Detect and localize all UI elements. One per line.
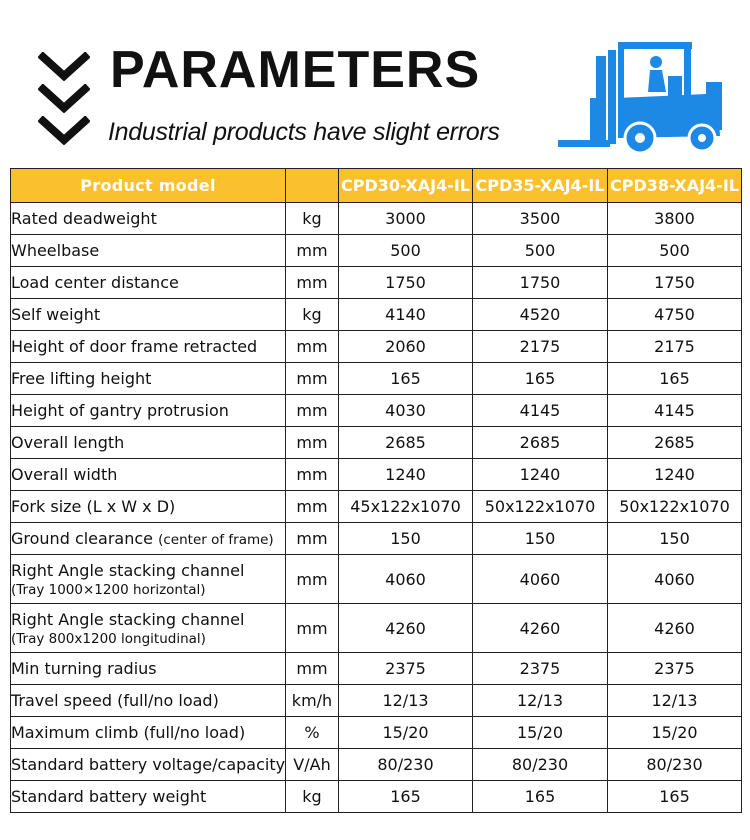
value-cell: 1750 xyxy=(473,267,608,299)
value-cell: 2685 xyxy=(473,427,608,459)
parameter-note: (Tray 800x1200 longitudinal) xyxy=(11,630,206,647)
value-cell: 3000 xyxy=(339,203,473,235)
parameter-name: Standard battery voltage/capacity xyxy=(11,749,286,781)
value-cell: 80/230 xyxy=(608,749,742,781)
parameter-name: Height of door frame retracted xyxy=(11,331,286,363)
value-cell: 4060 xyxy=(473,555,608,604)
parameter-unit: mm xyxy=(286,523,339,555)
table-row xyxy=(11,299,742,331)
table-row xyxy=(11,427,742,459)
value-cell: 165 xyxy=(339,363,473,395)
table-row xyxy=(11,555,742,604)
table-row xyxy=(11,267,742,299)
parameter-name: Ground clearance xyxy=(11,529,153,548)
forklift-icon xyxy=(556,36,726,158)
value-cell: 1750 xyxy=(608,267,742,299)
parameter-name: Travel speed (full/no load) xyxy=(11,685,286,717)
value-cell: 4060 xyxy=(608,555,742,604)
parameter-name: Maximum climb (full/no load) xyxy=(11,717,286,749)
value-cell: 165 xyxy=(608,781,742,813)
value-cell: 12/13 xyxy=(473,685,608,717)
table-row xyxy=(11,459,742,491)
table-row xyxy=(11,604,742,653)
value-cell: 3800 xyxy=(608,203,742,235)
value-cell: 4520 xyxy=(473,299,608,331)
value-cell: 1750 xyxy=(339,267,473,299)
parameter-name-cell xyxy=(11,523,286,555)
value-cell: 80/230 xyxy=(473,749,608,781)
value-cell: 45x122x1070 xyxy=(339,491,473,523)
column-header-model-2: CPD35-XAJ4-IL xyxy=(473,169,608,203)
parameter-name: Standard battery weight xyxy=(11,781,286,813)
parameter-unit: mm xyxy=(286,459,339,491)
parameter-unit: mm xyxy=(286,491,339,523)
page-title: PARAMETERS xyxy=(110,41,481,99)
value-cell: 4060 xyxy=(339,555,473,604)
value-cell: 2375 xyxy=(473,653,608,685)
value-cell: 1240 xyxy=(608,459,742,491)
value-cell: 2685 xyxy=(608,427,742,459)
value-cell: 4145 xyxy=(473,395,608,427)
value-cell: 4145 xyxy=(608,395,742,427)
value-cell: 2375 xyxy=(608,653,742,685)
page-subtitle: Industrial products have slight errors xyxy=(108,118,500,146)
parameter-note: (Tray 1000×1200 horizontal) xyxy=(11,581,206,598)
column-header-unit xyxy=(286,169,339,203)
table-row xyxy=(11,363,742,395)
parameter-unit: mm xyxy=(286,653,339,685)
parameter-unit: mm xyxy=(286,235,339,267)
parameter-unit: mm xyxy=(286,555,339,604)
value-cell: 150 xyxy=(473,523,608,555)
table-row xyxy=(11,781,742,813)
parameter-name-cell xyxy=(11,555,286,604)
value-cell: 4750 xyxy=(608,299,742,331)
parameter-name: Self weight xyxy=(11,299,286,331)
parameter-unit: km/h xyxy=(286,685,339,717)
column-header-model-3: CPD38-XAJ4-IL xyxy=(608,169,742,203)
value-cell: 165 xyxy=(339,781,473,813)
parameter-name: Load center distance xyxy=(11,267,286,299)
parameter-name: Overall length xyxy=(11,427,286,459)
parameter-unit: kg xyxy=(286,299,339,331)
parameter-name: Fork size (L x W x D) xyxy=(11,491,286,523)
value-cell: 15/20 xyxy=(473,717,608,749)
value-cell: 500 xyxy=(473,235,608,267)
value-cell: 1240 xyxy=(339,459,473,491)
value-cell: 50x122x1070 xyxy=(473,491,608,523)
value-cell: 165 xyxy=(473,363,608,395)
value-cell: 2175 xyxy=(608,331,742,363)
value-cell: 3500 xyxy=(473,203,608,235)
value-cell: 1240 xyxy=(473,459,608,491)
value-cell: 500 xyxy=(608,235,742,267)
parameter-name: Rated deadweight xyxy=(11,203,286,235)
parameters-table xyxy=(10,168,742,813)
parameter-unit: % xyxy=(286,717,339,749)
value-cell: 80/230 xyxy=(339,749,473,781)
parameter-unit: mm xyxy=(286,363,339,395)
parameter-name: Min turning radius xyxy=(11,653,286,685)
parameter-name: Free lifting height xyxy=(11,363,286,395)
value-cell: 2060 xyxy=(339,331,473,363)
table-header-row xyxy=(11,169,742,203)
value-cell: 2375 xyxy=(339,653,473,685)
value-cell: 4260 xyxy=(339,604,473,653)
value-cell: 165 xyxy=(608,363,742,395)
column-header-model-1: CPD30-XAJ4-IL xyxy=(339,169,473,203)
parameter-unit: kg xyxy=(286,203,339,235)
table-row xyxy=(11,653,742,685)
value-cell: 2685 xyxy=(339,427,473,459)
parameter-unit: mm xyxy=(286,331,339,363)
value-cell: 4140 xyxy=(339,299,473,331)
parameter-unit: kg xyxy=(286,781,339,813)
value-cell: 12/13 xyxy=(608,685,742,717)
table-row xyxy=(11,491,742,523)
value-cell: 2175 xyxy=(473,331,608,363)
column-header-product-model: Product model xyxy=(11,169,286,203)
value-cell: 150 xyxy=(608,523,742,555)
value-cell: 150 xyxy=(339,523,473,555)
table-row xyxy=(11,523,742,555)
table-row xyxy=(11,685,742,717)
value-cell: 165 xyxy=(473,781,608,813)
parameter-unit: mm xyxy=(286,267,339,299)
parameter-name: Height of gantry protrusion xyxy=(11,395,286,427)
parameter-unit: mm xyxy=(286,395,339,427)
table-row xyxy=(11,235,742,267)
value-cell: 4260 xyxy=(473,604,608,653)
page-header xyxy=(0,0,750,168)
parameter-unit: mm xyxy=(286,604,339,653)
parameter-name: Wheelbase xyxy=(11,235,286,267)
value-cell: 15/20 xyxy=(339,717,473,749)
parameter-note: (center of frame) xyxy=(158,532,274,548)
value-cell: 500 xyxy=(339,235,473,267)
parameter-name: Overall width xyxy=(11,459,286,491)
parameter-name: Right Angle stacking channel xyxy=(11,609,245,629)
double-chevron-down-icon xyxy=(38,52,90,148)
value-cell: 12/13 xyxy=(339,685,473,717)
value-cell: 4260 xyxy=(608,604,742,653)
value-cell: 15/20 xyxy=(608,717,742,749)
table-row xyxy=(11,395,742,427)
table-row xyxy=(11,717,742,749)
table-row xyxy=(11,331,742,363)
table-row xyxy=(11,203,742,235)
value-cell: 50x122x1070 xyxy=(608,491,742,523)
value-cell: 4030 xyxy=(339,395,473,427)
parameter-unit: V/Ah xyxy=(286,749,339,781)
parameter-name: Right Angle stacking channel xyxy=(11,560,245,580)
parameter-unit: mm xyxy=(286,427,339,459)
parameter-name-cell xyxy=(11,604,286,653)
table-row xyxy=(11,749,742,781)
